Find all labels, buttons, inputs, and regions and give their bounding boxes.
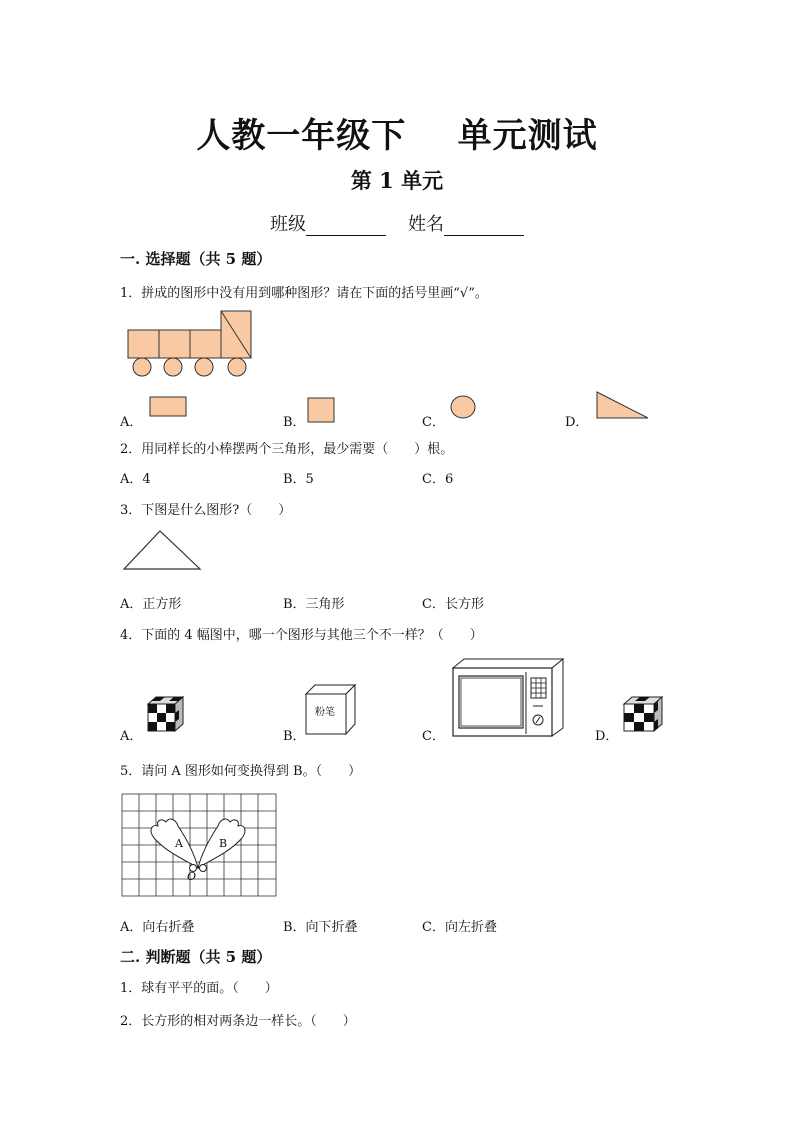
question-4: 4．下面的 4 幅图中，哪一个图形与其他三个不一样？（ ） xyxy=(120,628,483,643)
section-2-heading: 二. 判断题（共 5 题） xyxy=(120,948,272,966)
chalk-box-label: 粉笔 xyxy=(315,707,335,718)
q2-option-b[interactable]: B．5 xyxy=(283,472,314,487)
name-label: 姓名 xyxy=(408,214,444,235)
name-blank[interactable] xyxy=(444,217,524,236)
question-3: 3．下图是什么图形?（ ） xyxy=(120,503,292,518)
q3-option-a[interactable]: A．正方形 xyxy=(120,597,182,612)
obtuse-triangle-figure xyxy=(120,528,204,574)
q1-option-a[interactable]: A． xyxy=(120,415,143,430)
q4-option-b[interactable]: B． xyxy=(283,729,306,744)
q4-option-c[interactable]: C． xyxy=(422,729,445,744)
microwave-icon xyxy=(450,656,566,740)
class-blank[interactable] xyxy=(306,217,386,236)
q4-option-d[interactable]: D． xyxy=(595,729,619,744)
q1-option-d[interactable]: D． xyxy=(565,415,589,430)
q4-option-a[interactable]: A． xyxy=(120,729,143,744)
q3-option-b[interactable]: B．三角形 xyxy=(283,597,345,612)
option-circle-shape xyxy=(449,395,477,419)
option-rectangle-shape xyxy=(149,396,189,418)
class-label: 班级 xyxy=(270,214,306,235)
rubiks-cube-icon xyxy=(622,694,666,734)
figure-label-o: O xyxy=(187,870,197,883)
q1-option-c[interactable]: C． xyxy=(422,415,445,430)
option-triangle-shape xyxy=(595,389,651,421)
figure-label-b: B xyxy=(219,837,228,850)
rubiks-cube-icon xyxy=(146,694,186,734)
section-1-heading: 一. 选择题（共 5 题） xyxy=(120,250,272,268)
figure-label-a: A xyxy=(175,837,183,850)
grid-fold-figure xyxy=(120,792,280,898)
q5-option-b[interactable]: B．向下折叠 xyxy=(283,920,358,935)
q2-option-c[interactable]: C．6 xyxy=(422,472,454,487)
question-1: 1．拼成的图形中没有用到哪种图形？请在下面的括号里画“√”。 xyxy=(120,286,488,301)
q2-option-a[interactable]: A．4 xyxy=(120,472,151,487)
page-title: 人教一年级下 单元测试 xyxy=(196,116,598,156)
judgment-1: 1．球有平平的面。（ ） xyxy=(120,981,278,996)
class-name-line xyxy=(0,210,794,236)
judgment-2: 2．长方形的相对两条边一样长。（ ） xyxy=(120,1014,356,1029)
question-5: 5．请问 A 图形如何变换得到 B。（ ） xyxy=(120,764,362,779)
q1-option-b[interactable]: B． xyxy=(283,415,306,430)
q5-option-c[interactable]: C．向左折叠 xyxy=(422,920,497,935)
question-2: 2．用同样长的小棒摆两个三角形，最少需要（ ）根。 xyxy=(120,442,454,457)
q5-option-a[interactable]: A．向右折叠 xyxy=(120,920,195,935)
unit-subtitle: 第 1 单元 xyxy=(350,168,444,193)
q3-option-c[interactable]: C．长方形 xyxy=(422,597,484,612)
truck-figure xyxy=(126,308,256,380)
option-square-shape xyxy=(307,397,337,423)
